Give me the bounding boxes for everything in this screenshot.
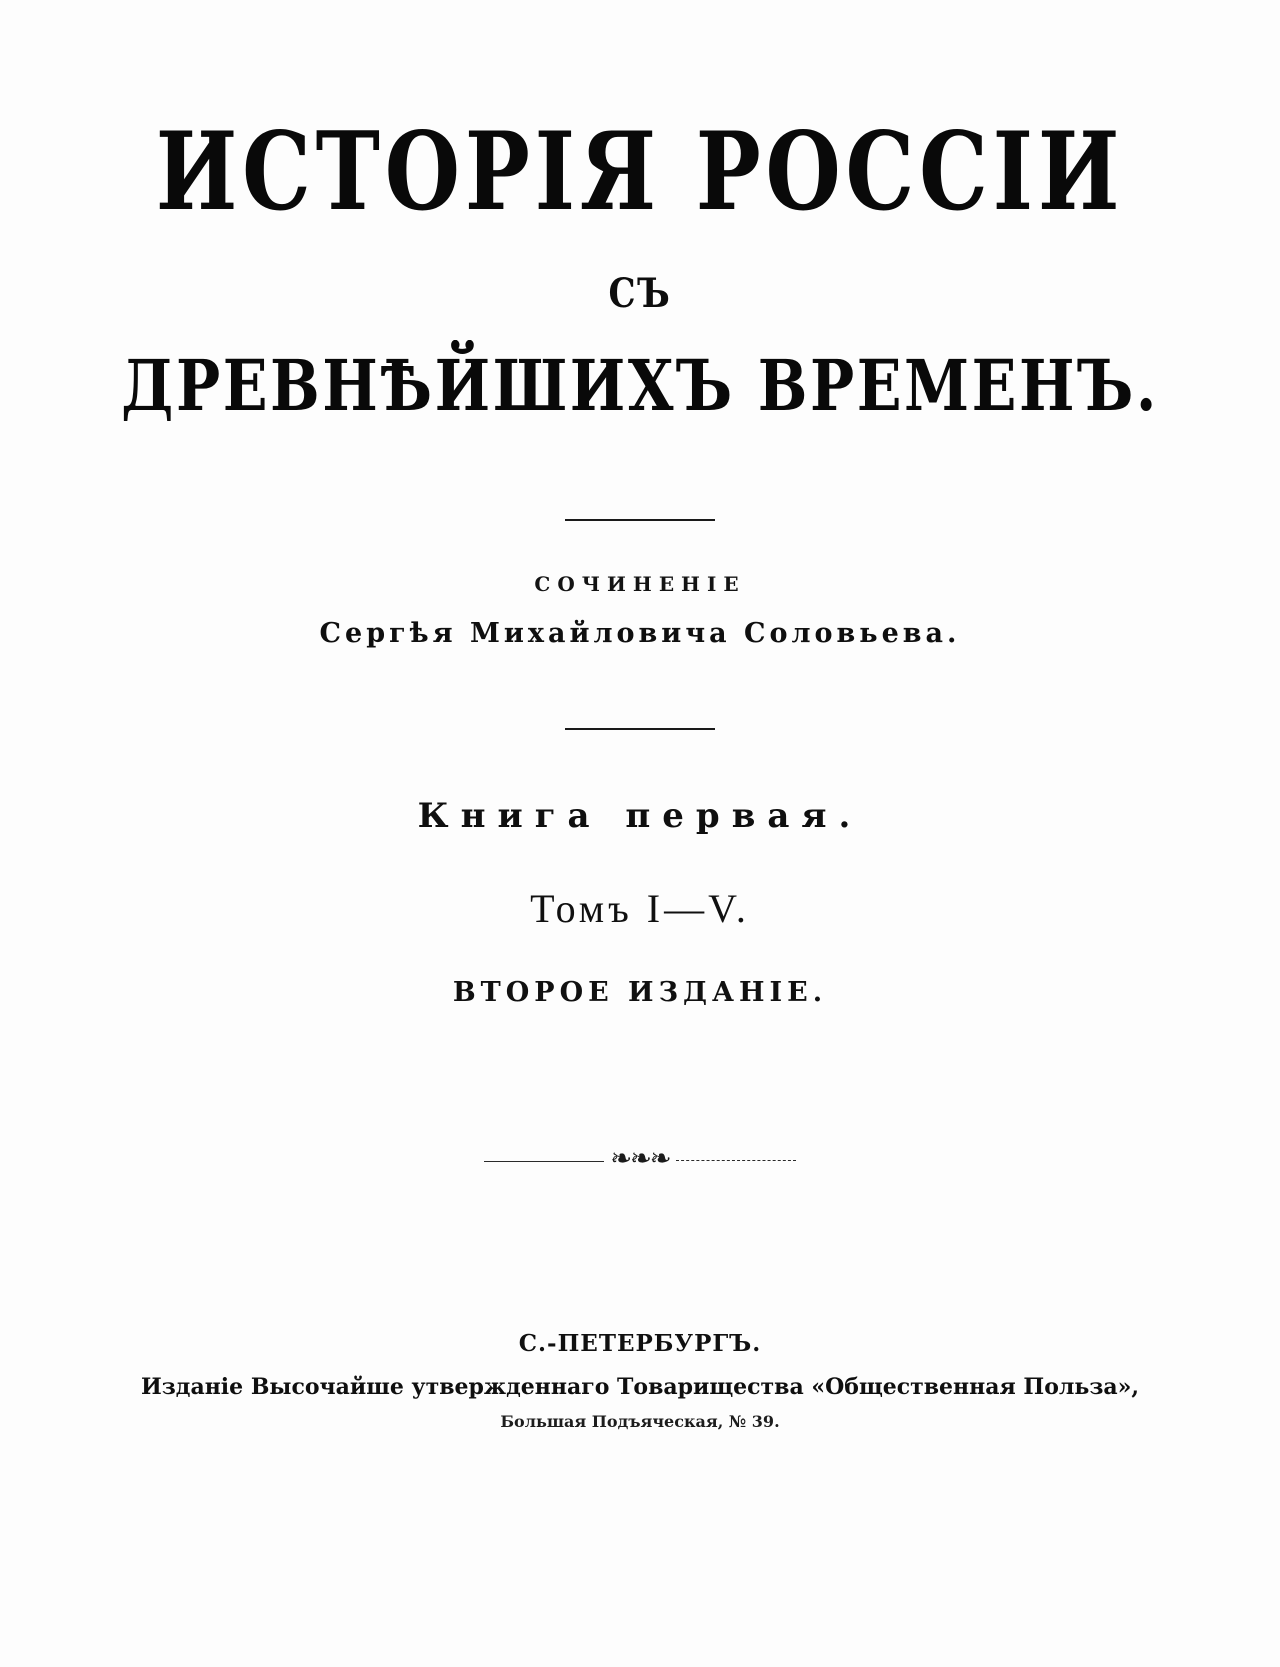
author-block — [0, 572, 1280, 649]
author-label: СОЧИНЕНIЕ — [534, 572, 746, 596]
divider-rule-top — [565, 519, 715, 521]
ornament-rule-right — [676, 1160, 796, 1162]
title-subtitle-line: ДРЕВНѢЙШИХЪ ВРЕМЕНЪ. — [121, 344, 1159, 427]
tome-range: Томъ I—V. — [530, 886, 750, 931]
imprint-block — [0, 1330, 1280, 1431]
ornament-flourish-icon: ❧❧❧ — [610, 1144, 670, 1174]
imprint-address: Большая Подъяческая, № 39. — [500, 1412, 780, 1431]
ornament-rule-left — [484, 1161, 604, 1162]
title-main-line: ИСТОРІЯ РОССІИ — [155, 109, 1125, 235]
ornament-divider — [0, 1144, 1280, 1174]
author-name: Сергѣя Михайловича Соловьева. — [319, 618, 961, 649]
book-title — [0, 109, 1280, 427]
edition-statement: ВТОРОЕ ИЗДАНIЕ. — [452, 977, 828, 1008]
book-number: Книга первая. — [417, 796, 863, 836]
divider-rule-bottom — [565, 728, 715, 730]
imprint-city: С.-ПЕТЕРБУРГЪ. — [518, 1330, 762, 1357]
title-connector-word: СЪ — [608, 270, 672, 317]
imprint-publisher: Изданіе Высочайше утвержденнаго Товарищества «Общественная Польза», — [140, 1374, 1140, 1400]
